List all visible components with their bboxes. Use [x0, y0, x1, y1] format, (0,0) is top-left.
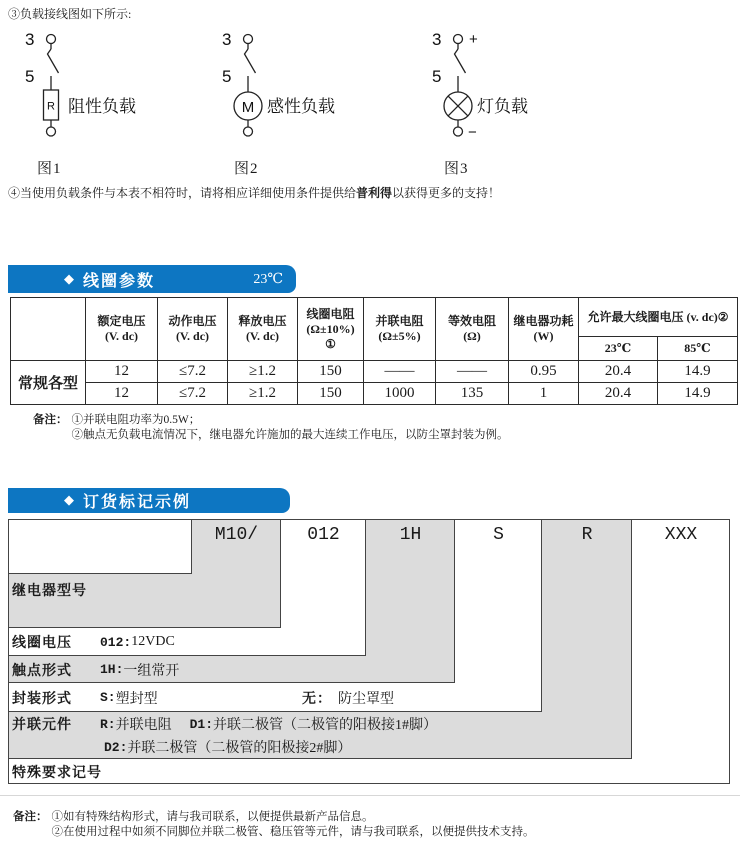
row-package-form — [8, 683, 730, 712]
terminal-3-label: 3 — [222, 30, 232, 49]
remark-line-2: ②触点无负载电流情况下，继电器允许施加的最大连续工作电压，以防尘罩封装为例。 — [71, 429, 509, 442]
resistor-letter: R — [47, 100, 55, 113]
cell-equivalent-resistance-2: 135 — [436, 383, 509, 405]
row-label-standard-types: 常规各型 — [11, 361, 86, 405]
terminal-3-node — [244, 35, 253, 44]
cell-operate-voltage-1: ≤7.2 — [158, 361, 228, 383]
header-temp-23: 23℃ — [579, 337, 658, 361]
row-contact-form — [8, 656, 730, 683]
parallel-element-code: R: — [100, 716, 116, 732]
cell-release-voltage-1: ≥1.2 — [228, 361, 298, 383]
cell-rated-voltage-2: 12 — [86, 383, 158, 405]
remarks-label: 备注： — [13, 811, 48, 823]
cell-parallel-resistance-1: —— — [364, 361, 436, 383]
cell-operate-voltage-2: ≤7.2 — [158, 383, 228, 405]
cell-max-voltage-23-1: 20.4 — [579, 361, 658, 383]
cell-relay-power-1: 0.95 — [509, 361, 579, 383]
contact-form-code: 1H: — [100, 662, 124, 677]
lamp-load-diagram — [427, 25, 597, 153]
figure-lamp-load — [427, 25, 597, 180]
motor-letter: M — [241, 99, 255, 116]
cell-coil-resistance-1: 150 — [298, 361, 364, 383]
load-type-label: 感性负载 — [267, 97, 335, 116]
coil-parameters-title: 线圈参数 — [83, 272, 156, 290]
remark-line-1: ①如有特殊结构形式，请与我司联系，以便提供最新产品信息。 — [51, 811, 374, 823]
code-special-mark: XXX — [664, 525, 698, 545]
ordering-code-diagram — [8, 519, 730, 784]
terminal-5-label: 5 — [25, 67, 35, 86]
contact-form-label: 触点形式 — [12, 663, 72, 679]
coil-remarks — [33, 413, 509, 443]
load-wiring-note-text: ③负载接线图如下所示: — [8, 7, 132, 21]
table-row — [11, 361, 738, 383]
coil-voltage-desc: 12VDC — [131, 634, 175, 649]
remarks-lines — [52, 810, 535, 840]
diamond-icon: ◆ — [64, 271, 74, 287]
header-operate-voltage: 动作电压 (V. dc) — [158, 298, 228, 361]
load-type-label: 阻性负载 — [68, 97, 136, 116]
package-form-desc-2: 防尘罩型 — [338, 691, 394, 707]
load-type-label: 灯负载 — [477, 97, 528, 116]
parallel-element-code-3: D2: — [104, 739, 128, 755]
parallel-element-desc-3: 并联二极管（二极管的阳极接2#脚） — [127, 741, 352, 756]
parallel-element-desc: 并联电阻 — [115, 718, 172, 733]
code-parallel-element: R — [581, 525, 593, 545]
cell-max-voltage-23-2: 20.4 — [579, 383, 658, 405]
cell-equivalent-resistance-1: —— — [436, 361, 509, 383]
row-relay-model — [8, 579, 730, 601]
special-mark-label: 特殊要求记号 — [12, 765, 102, 781]
plus-polarity-label: + — [469, 31, 478, 48]
bottom-terminal-node — [47, 127, 56, 136]
load-condition-note-post: 以获得更多的支持！ — [392, 186, 501, 200]
figure-resistive-load — [20, 25, 190, 180]
code-relay-model: M10/ — [214, 525, 259, 545]
load-wiring-note — [8, 7, 131, 23]
code-contact-form: 1H — [399, 525, 422, 545]
switch-contact — [48, 49, 59, 73]
bottom-remarks — [13, 810, 535, 840]
terminal-3-label: 3 — [25, 30, 35, 49]
load-condition-note-pre: ④当使用负载条件与本表不相符时，请将相应详细使用条件提供给 — [8, 186, 357, 200]
parallel-element-desc-2: 并联二极管（二极管的阳极接1#脚） — [213, 718, 438, 733]
figure-1-caption: 图1 — [37, 161, 62, 177]
cell-coil-resistance-2: 150 — [298, 383, 364, 405]
row-coil-voltage — [8, 628, 730, 656]
header-coil-resistance: 线圈电阻 (Ω±10%) ① — [298, 298, 364, 361]
terminal-3-label: 3 — [432, 30, 442, 49]
diamond-icon: ◆ — [64, 493, 74, 508]
header-temp-85: 85℃ — [658, 337, 738, 361]
parallel-element-code-2: D1: — [189, 716, 214, 732]
resistive-load-diagram — [20, 25, 190, 153]
header-release-voltage: 释放电压 (V. dc) — [228, 298, 298, 361]
coil-parameters-table — [10, 297, 738, 405]
load-condition-note — [8, 186, 500, 202]
inductive-load-diagram — [217, 25, 387, 153]
coil-parameters-temp: 23℃ — [253, 271, 283, 287]
brand-name: 普利得 — [356, 186, 393, 200]
header-equivalent-resistance: 等效电阻 (Ω) — [436, 298, 509, 361]
cell-parallel-resistance-2: 1000 — [364, 383, 436, 405]
row-special-mark — [8, 759, 730, 784]
step-box-blank — [8, 519, 192, 574]
ordering-title: 订货标记示例 — [83, 494, 192, 511]
cell-release-voltage-2: ≥1.2 — [228, 383, 298, 405]
switch-contact — [455, 49, 466, 73]
terminal-5-label: 5 — [432, 67, 442, 86]
cell-max-voltage-85-2: 14.9 — [658, 383, 738, 405]
figure-inductive-load — [217, 25, 387, 180]
header-parallel-resistance: 并联电阻 (Ω±5%) — [364, 298, 436, 361]
parallel-element-label: 并联元件 — [12, 718, 72, 733]
remarks-label: 备注： — [33, 414, 68, 426]
terminal-3-node — [454, 35, 463, 44]
package-form-code-2: 无： — [302, 691, 332, 707]
row-parallel-element — [8, 712, 730, 736]
page-divider-rule — [0, 795, 740, 796]
remark-line-2: ②在使用过程中如须不同脚位并联二极管、稳压管等元件，请与我司联系，以便提供技术支持。 — [51, 826, 535, 839]
minus-polarity-label: − — [468, 124, 477, 141]
code-coil-voltage: 012 — [307, 525, 340, 545]
corner-header-cell — [11, 298, 86, 361]
code-package-form: S — [493, 525, 504, 545]
terminal-3-node — [47, 35, 56, 44]
header-rated-voltage: 额定电压 (V. dc) — [86, 298, 158, 361]
ordering-banner — [8, 488, 290, 513]
cell-rated-voltage-1: 12 — [86, 361, 158, 383]
remark-line-1: ①并联电阻功率为0.5W； — [71, 414, 201, 426]
row-parallel-element-line2 — [8, 736, 730, 758]
cell-relay-power-2: 1 — [509, 383, 579, 405]
figure-2-caption: 图2 — [234, 161, 259, 177]
package-form-code: S: — [100, 690, 116, 705]
coil-parameters-banner — [8, 265, 296, 293]
terminal-5-label: 5 — [222, 67, 232, 86]
bottom-terminal-node — [454, 127, 463, 136]
header-relay-power: 继电器功耗 (W) — [509, 298, 579, 361]
figure-3-caption: 图3 — [444, 161, 469, 177]
switch-contact — [245, 49, 256, 73]
contact-form-desc: 一组常开 — [123, 663, 180, 679]
table-row — [11, 383, 738, 405]
package-form-label: 封装形式 — [12, 691, 72, 707]
package-form-desc: 塑封型 — [115, 691, 158, 707]
coil-voltage-label: 线圈电压 — [12, 636, 72, 651]
cell-max-voltage-85-1: 14.9 — [658, 361, 738, 383]
bottom-terminal-node — [244, 127, 253, 136]
coil-voltage-code: 012: — [100, 634, 132, 650]
remarks-lines — [72, 413, 509, 443]
header-max-coil-voltage: 允许最大线圈电压 (v. dc)② — [579, 298, 738, 337]
relay-model-label: 继电器型号 — [12, 584, 87, 599]
